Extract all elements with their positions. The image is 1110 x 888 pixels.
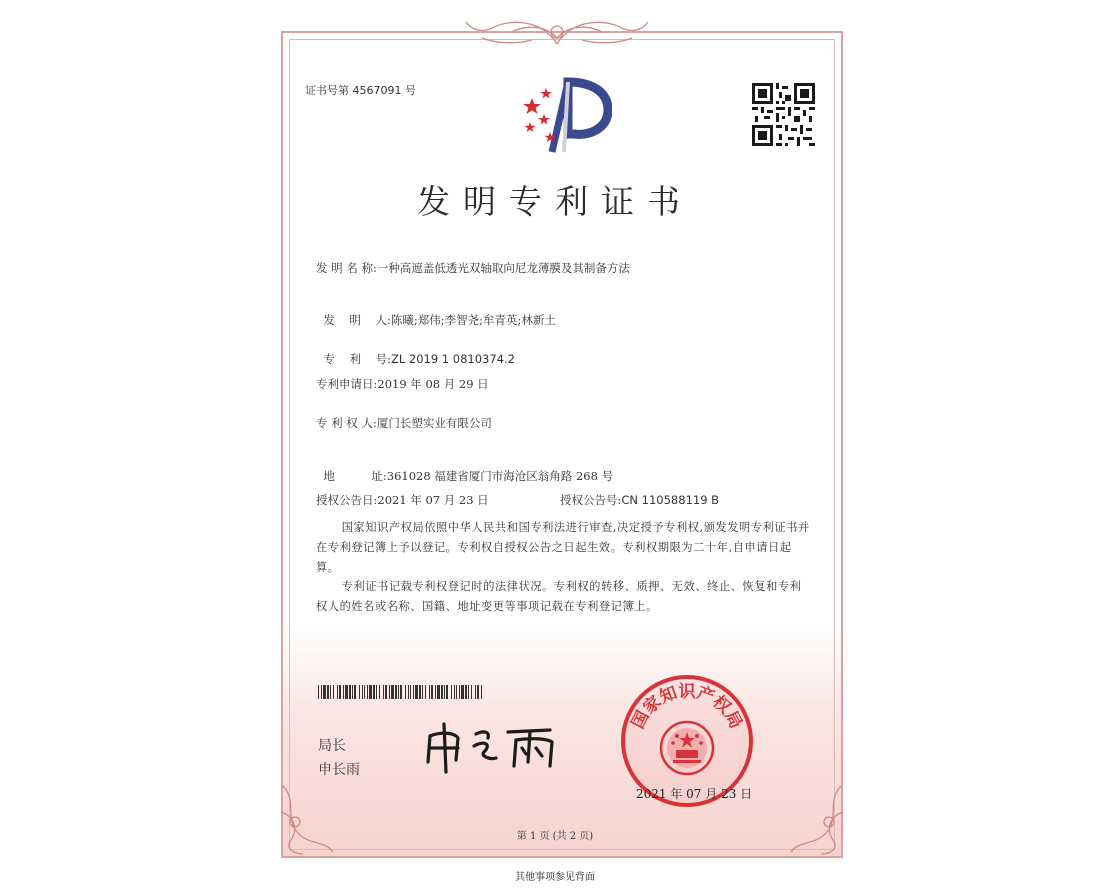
seal-date: 2021 年 07 月 23 日 bbox=[636, 787, 753, 801]
field-announcement-date bbox=[316, 492, 489, 508]
field-value: 2019 年 08 月 29 日 bbox=[377, 377, 489, 391]
field-label: 专 利 号: bbox=[323, 352, 391, 366]
field-value: 一种高遮盖低透光双轴取向尼龙薄膜及其制备方法 bbox=[376, 261, 630, 275]
field-address bbox=[316, 454, 613, 484]
field-invention-name bbox=[316, 260, 630, 276]
director-signature bbox=[418, 718, 568, 776]
field-value: ZL 2019 1 0810374.2 bbox=[390, 352, 515, 366]
certificate-number-suffix: 号 bbox=[405, 84, 416, 97]
certificate-title: 发明专利证书 bbox=[417, 182, 693, 221]
field-value: 2021 年 07 月 23 日 bbox=[377, 493, 489, 507]
certificate-number-line bbox=[305, 82, 416, 98]
page-info: 第 1 页 (共 2 页) bbox=[516, 831, 594, 842]
field-value: 厦门长塑实业有限公司 bbox=[376, 416, 492, 430]
certificate-number: 4567091 bbox=[352, 84, 402, 97]
field-label: 发 明 名 称: bbox=[316, 261, 377, 275]
barcode-icon bbox=[318, 685, 484, 699]
field-application-date bbox=[316, 376, 489, 392]
field-value: 361028 福建省厦门市海沧区翁角路 268 号 bbox=[386, 469, 614, 483]
bottom-right-ornament-icon bbox=[787, 782, 847, 858]
field-label: 授权公告日: bbox=[316, 493, 378, 507]
director-name: 申长雨 bbox=[318, 762, 360, 778]
field-value: 陈曦;郑伟;李智尧;牟青英;林新土 bbox=[390, 313, 556, 327]
top-ornament-icon bbox=[462, 14, 652, 50]
field-patentee bbox=[316, 415, 492, 431]
field-label: 发 明 人: bbox=[323, 313, 391, 327]
footer-note: 其他事项参见背面 bbox=[515, 872, 595, 883]
field-patent-number bbox=[316, 337, 515, 367]
field-announcement-number bbox=[560, 492, 719, 508]
field-inventors bbox=[316, 298, 556, 328]
director-title: 局长 bbox=[318, 738, 346, 754]
certificate-paragraph-1: 国家知识产权局依照中华人民共和国专利法进行审查,决定授予专利权,颁发发明专利证书并在专利登记簿上予以登记。专利权自授权公告之日起生效。专利权期限为二十年,自申请日起算。 bbox=[316, 521, 810, 574]
certificate-paragraph-2: 专利证书记载专利权登记时的法律状况。专利权的转移、质押、无效、终止、恢复和专利权人的姓名或名称、国籍、地址变更等事项记载在专利登记簿上。 bbox=[316, 580, 802, 613]
field-value: CN 110588119 B bbox=[621, 493, 720, 507]
field-label: 专利申请日: bbox=[316, 377, 378, 391]
cnipa-logo-icon bbox=[512, 76, 612, 156]
field-label: 专 利 权 人: bbox=[316, 416, 377, 430]
bottom-left-ornament-icon bbox=[277, 782, 337, 858]
svg-text:国家知识产权局: 国家知识产权局 bbox=[628, 682, 746, 733]
certificate-number-label: 证书号第 bbox=[305, 84, 349, 97]
field-label: 地 址: bbox=[323, 469, 387, 483]
field-label: 授权公告号: bbox=[560, 493, 622, 507]
qr-code-icon[interactable] bbox=[752, 83, 815, 146]
